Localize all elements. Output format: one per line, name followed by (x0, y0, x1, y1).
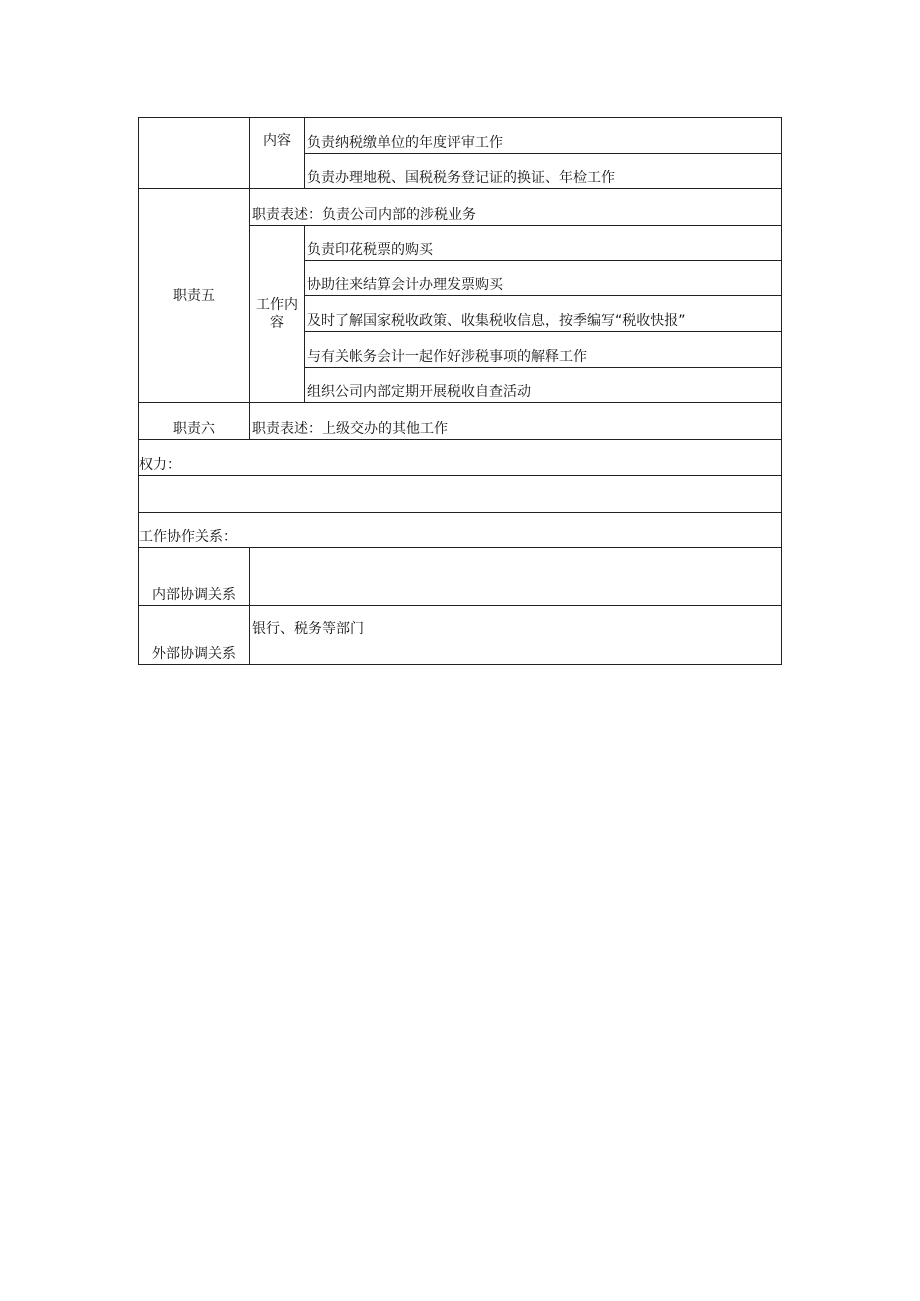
external-relations-label: 外部协调关系 (139, 606, 250, 665)
duty5-item-5: 组织公司内部定期开展税收自查活动 (305, 368, 782, 403)
duty4-item-1: 负责纳税缴单位的年度评审工作 (305, 118, 782, 154)
duty5-description: 职责表述：负责公司内部的涉税业务 (250, 189, 782, 226)
internal-relations-label: 内部协调关系 (139, 548, 250, 606)
duty4-label-cell (139, 118, 250, 189)
relations-label: 工作协作关系： (139, 513, 782, 548)
duty4-content-label: 内容 (250, 118, 305, 189)
duty4-row-1 (139, 118, 782, 154)
authority-header-row (139, 440, 782, 476)
internal-relations-value (250, 548, 782, 606)
external-relations-value: 银行、税务等部门 (250, 606, 782, 665)
duty5-content-label (250, 226, 305, 403)
duty6-row (139, 403, 782, 440)
duty5-item-4: 与有关帐务会计一起作好涉税事项的解释工作 (305, 332, 782, 368)
duty5-row-description (139, 189, 782, 226)
duty5-item-2: 协助往来结算会计办理发票购买 (305, 261, 782, 296)
duty5-content-label-line2: 容 (270, 315, 284, 331)
duty6-label: 职责六 (139, 403, 250, 440)
duty5-label: 职责五 (139, 189, 250, 403)
internal-relations-row (139, 548, 782, 606)
relations-header-row (139, 513, 782, 548)
duty5-content-label-line1: 工作内 (256, 297, 298, 313)
external-relations-row (139, 606, 782, 665)
duty5-item-3: 及时了解国家税收政策、收集税收信息，按季编写“税收快报” (305, 296, 782, 332)
duty4-item-2: 负责办理地税、国税税务登记证的换证、年检工作 (305, 154, 782, 189)
job-duties-table (138, 117, 782, 665)
authority-value-row (139, 476, 782, 513)
authority-value (139, 476, 782, 513)
authority-label: 权力： (139, 440, 782, 476)
duty6-description: 职责表述：上级交办的其他工作 (250, 403, 782, 440)
duty5-item-1: 负责印花税票的购买 (305, 226, 782, 261)
